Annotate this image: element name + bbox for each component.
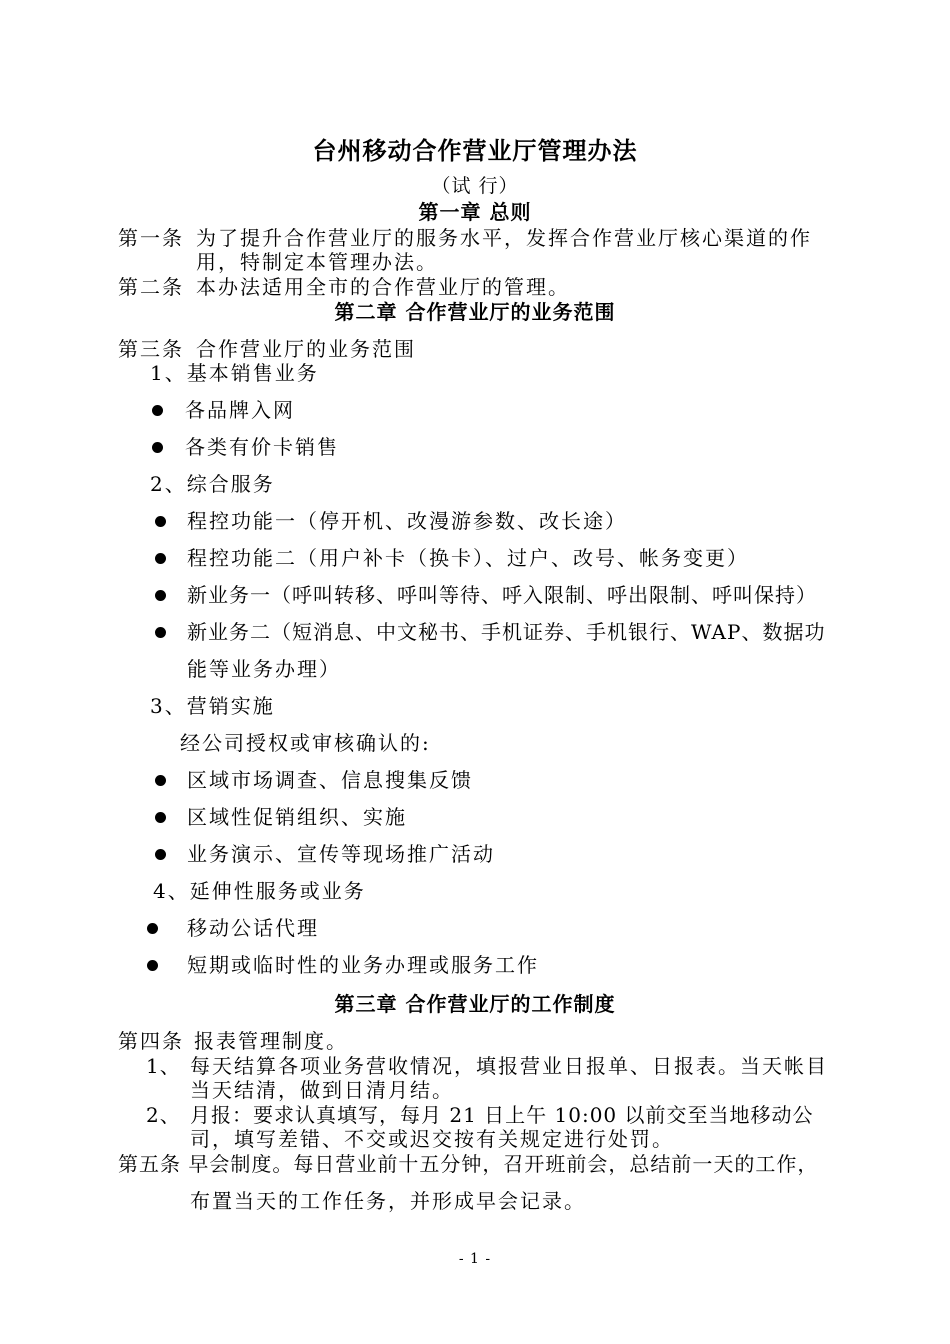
article-2-text: 本办法适用全市的合作营业厅的管理。 xyxy=(196,275,570,299)
list-item: 程控功能二（用户补卡（换卡）、过户、改号、帐务变更） xyxy=(187,546,749,570)
list-item: 区域市场调查、信息搜集反馈 xyxy=(187,768,473,792)
bullet-icon xyxy=(155,516,166,527)
list-item: 各类有价卡销售 xyxy=(185,435,339,459)
report-1-line1: 每天结算各项业务营收情况，填报营业日报单、日报表。当天帐目 xyxy=(190,1054,828,1078)
list-item: 短期或临时性的业务办理或服务工作 xyxy=(187,953,539,977)
article-1-line2: 用，特制定本管理办法。 xyxy=(196,250,438,274)
report-2-number: 2、 xyxy=(146,1103,181,1127)
article-1-line1: 为了提升合作营业厅的服务水平，发挥合作营业厅核心渠道的作 xyxy=(196,226,812,250)
bullet-icon xyxy=(155,553,166,564)
chapter-1-heading: 第一章 总则 xyxy=(418,200,532,224)
bullet-icon xyxy=(155,627,166,638)
article-4-text: 报表管理制度。 xyxy=(194,1029,348,1053)
chapter-3-heading: 第三章 合作营业厅的工作制度 xyxy=(334,992,616,1016)
article-4-label: 第四条 xyxy=(118,1029,184,1053)
bullet-icon xyxy=(147,923,158,934)
scope-3-heading: 3、营销实施 xyxy=(150,694,275,718)
list-item: 新业务二（短消息、中文秘书、手机证券、手机银行、WAP、数据功 xyxy=(187,620,826,644)
scope-2-heading: 2、综合服务 xyxy=(150,472,275,496)
bullet-icon xyxy=(152,405,163,416)
article-5-line1: 第五条 早会制度。每日营业前十五分钟，召开班前会，总结前一天的工作， xyxy=(118,1152,819,1176)
article-5-line2: 布置当天的工作任务，并形成早会记录。 xyxy=(190,1189,586,1213)
list-item: 程控功能一（停开机、改漫游参数、改长途） xyxy=(187,509,627,533)
scope-1-heading: 1、基本销售业务 xyxy=(150,361,319,385)
scope-4-heading: 4、延伸性服务或业务 xyxy=(153,879,366,903)
bullet-icon xyxy=(152,442,163,453)
article-1-label: 第一条 xyxy=(118,226,184,250)
scope-3-intro: 经公司授权或审核确认的: xyxy=(180,731,431,755)
report-1-line2: 当天结清，做到日清月结。 xyxy=(190,1078,454,1102)
article-3-text: 合作营业厅的业务范围 xyxy=(196,337,416,361)
report-1-number: 1、 xyxy=(146,1054,181,1078)
list-item: 区域性促销组织、实施 xyxy=(187,805,407,829)
list-item: 移动公话代理 xyxy=(187,916,319,940)
bullet-icon xyxy=(155,849,166,860)
report-2-line1: 月报：要求认真填写，每月 21 日上午 10:00 以前交至当地移动公 xyxy=(190,1103,814,1127)
document-subtitle: （试 行） xyxy=(431,175,519,197)
list-item: 各品牌入网 xyxy=(185,398,295,422)
list-item: 业务演示、宣传等现场推广活动 xyxy=(187,842,495,866)
chapter-2-heading: 第二章 合作营业厅的业务范围 xyxy=(334,300,616,324)
article-3-label: 第三条 xyxy=(118,337,184,361)
bullet-icon xyxy=(155,590,166,601)
list-item: 新业务一（呼叫转移、呼叫等待、呼入限制、呼出限制、呼叫保持） xyxy=(187,583,817,607)
bullet-icon xyxy=(155,775,166,786)
list-item-continuation: 能等业务办理） xyxy=(187,657,341,681)
bullet-icon xyxy=(147,960,158,971)
page-number: - 1 - xyxy=(458,1251,492,1267)
report-2-line2: 司，填写差错、不交或迟交按有关规定进行处罚。 xyxy=(190,1127,674,1151)
document-title: 台州移动合作营业厅管理办法 xyxy=(312,136,638,165)
article-2-label: 第二条 xyxy=(118,275,184,299)
bullet-icon xyxy=(155,812,166,823)
